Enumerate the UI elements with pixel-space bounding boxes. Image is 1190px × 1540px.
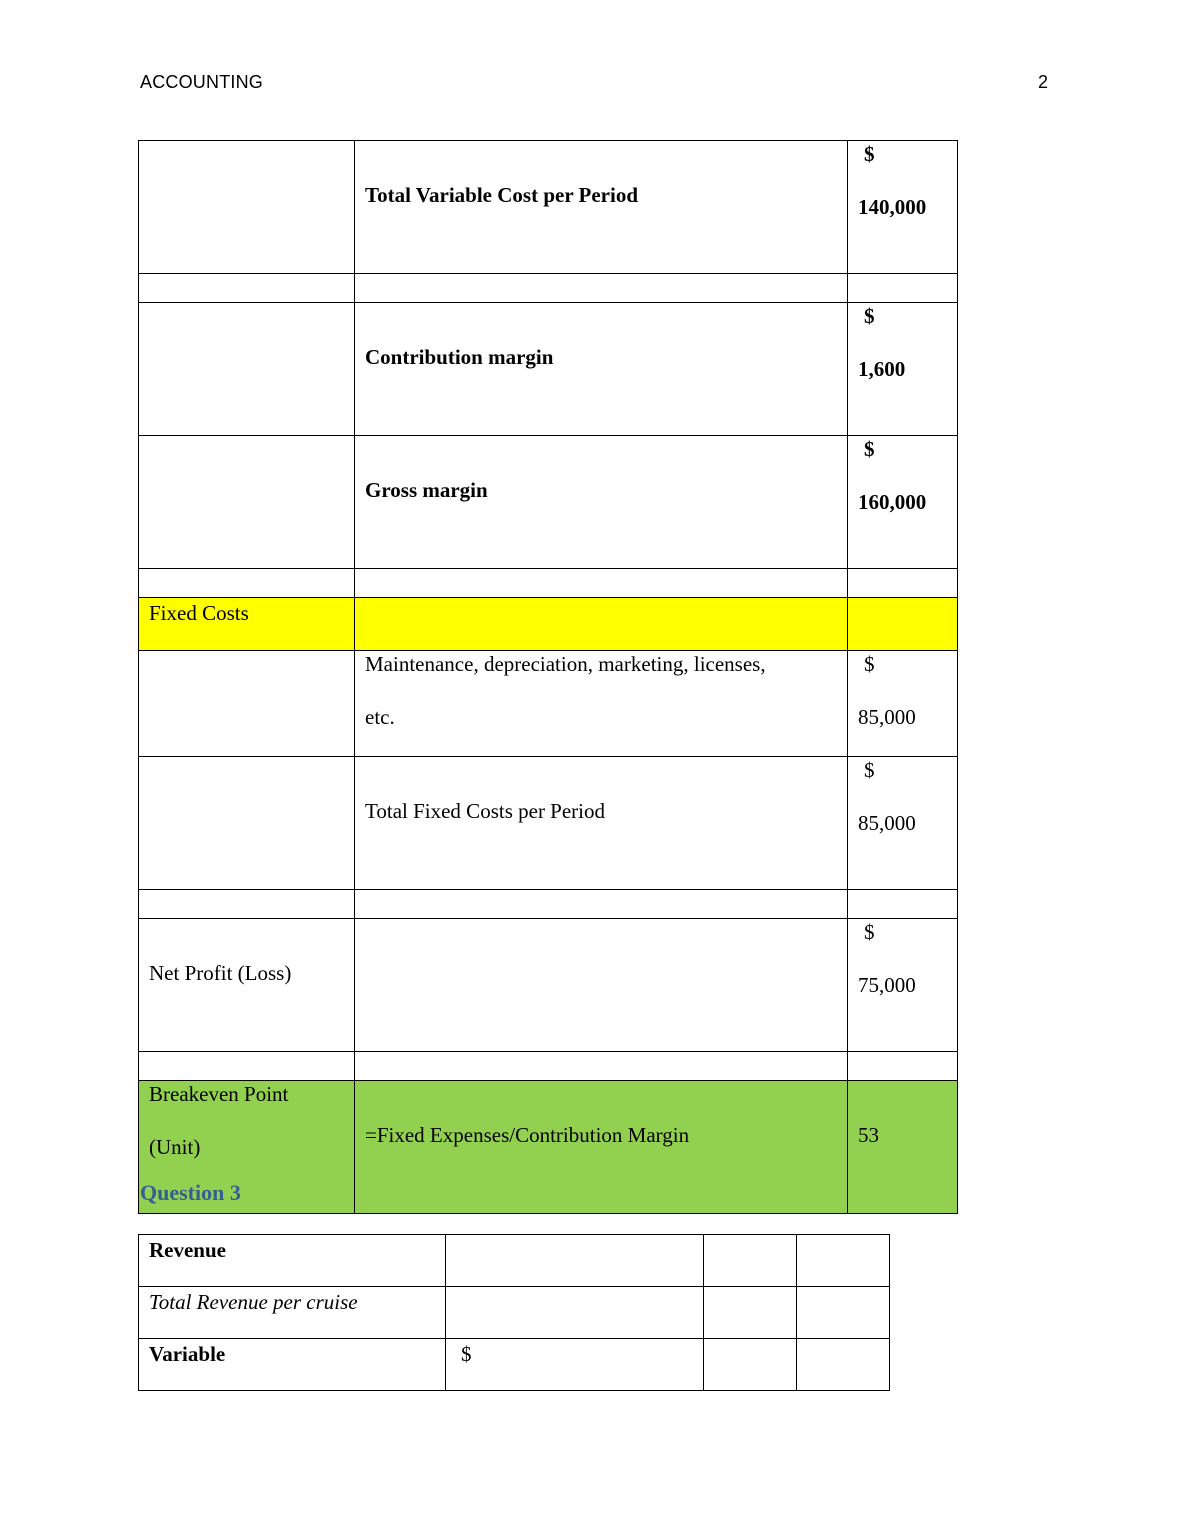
table-row [139, 919, 958, 1052]
currency-symbol: $ [864, 142, 875, 166]
page-number: 2 [1038, 72, 1049, 92]
currency-symbol: $ [864, 652, 875, 676]
breakeven-value: 53 [858, 1123, 879, 1147]
total-variable-cost-label: Total Variable Cost per Period [365, 183, 639, 207]
table-row [139, 303, 958, 436]
fixed-costs-heading: Fixed Costs [149, 601, 249, 625]
net-profit-label: Net Profit (Loss) [149, 961, 292, 985]
currency-symbol: $ [864, 304, 875, 328]
table-row [139, 1052, 958, 1081]
running-head: ACCOUNTING [140, 72, 263, 92]
table-row [139, 436, 958, 569]
total-fixed-costs-amount: 85,000 [858, 811, 916, 835]
currency-symbol: $ [864, 437, 875, 461]
net-profit-amount: 75,000 [858, 973, 916, 997]
contribution-margin-amount: 1,600 [858, 357, 906, 381]
maintenance-label-line1: Maintenance, depreciation, marketing, licenses, [365, 652, 766, 676]
variable-currency: $ [461, 1342, 472, 1366]
breakeven-row [139, 1081, 958, 1214]
table-row [139, 1339, 890, 1391]
cost-table [138, 140, 958, 1214]
table-row [139, 890, 958, 919]
maintenance-amount: 85,000 [858, 705, 916, 729]
revenue-label: Revenue [149, 1238, 226, 1262]
table-row [139, 651, 958, 757]
total-variable-cost-amount: 140,000 [858, 195, 927, 219]
gross-margin-amount: 160,000 [858, 490, 927, 514]
table-row [139, 274, 958, 303]
contribution-margin-label: Contribution margin [365, 345, 554, 369]
currency-symbol: $ [864, 758, 875, 782]
total-revenue-label: Total Revenue per cruise [149, 1290, 358, 1314]
total-fixed-costs-label: Total Fixed Costs per Period [365, 799, 606, 823]
table-row [139, 141, 958, 274]
question-3-heading: Question 3 [140, 1180, 241, 1205]
table-row [139, 757, 958, 890]
table-row [139, 1287, 890, 1339]
maintenance-label-line2: etc. [365, 705, 395, 729]
currency-symbol: $ [864, 920, 875, 944]
table-row [139, 1235, 890, 1287]
fixed-costs-header-row [139, 598, 958, 651]
table-row [139, 569, 958, 598]
breakeven-label-line2: (Unit) [149, 1135, 201, 1159]
gross-margin-label: Gross margin [365, 478, 488, 502]
breakeven-formula: =Fixed Expenses/Contribution Margin [365, 1123, 690, 1147]
breakeven-label-line1: Breakeven Point [149, 1082, 289, 1106]
variable-label: Variable [149, 1342, 226, 1366]
question-3-table [138, 1234, 890, 1391]
